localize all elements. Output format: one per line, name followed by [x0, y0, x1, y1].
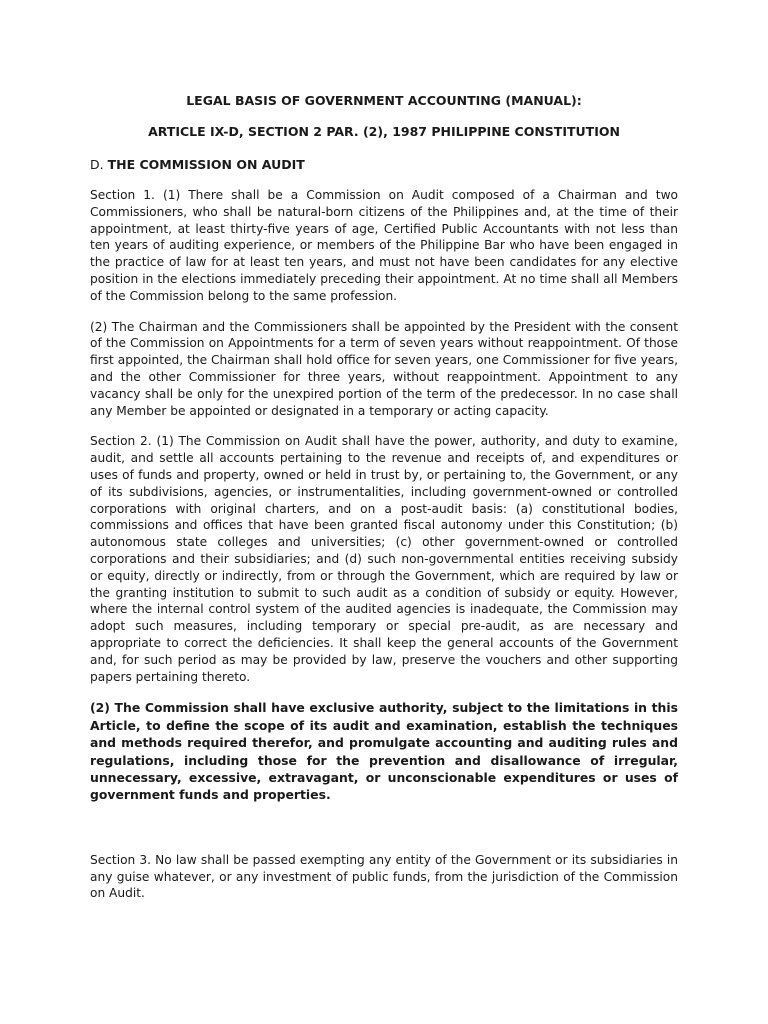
- paragraph-section-1-2: (2) The Chairman and the Commissioners shall be appointed by the President with the consent of the Commission on Appointments for a term of seven years without reappointment. Of those first appointed, the Chairman shall hold office for seven years, one Commissioner for five years, and the other Commissioner for three years, without reappointment. Appointment to any vacancy shall be only for the unexpired portion of the term of the predecessor. In no case shall any Member be appointed or designated in a temporary or acting capacity.: [90, 319, 678, 418]
- section-title: THE COMMISSION ON AUDIT: [107, 157, 305, 172]
- document-title: LEGAL BASIS OF GOVERNMENT ACCOUNTING (MANUAL):: [186, 93, 582, 108]
- paragraph-section-3: Section 3. No law shall be passed exempting any entity of the Government or its subsidiaries in any guise whatever, or any investment of public funds, from the jurisdiction of the Commission on Audit.: [90, 852, 678, 901]
- paragraph-section-1: Section 1. (1) There shall be a Commission on Audit composed of a Chairman and two Commissioners, who shall be natural-born citizens of the Philippines and, at the time of their appointment, at least thirty-five years of age, Certified Public Accountants with not less than ten years of auditing experience, or members of the Philippine Bar who have been engaged in the practice of law for at least ten years, and must not have been candidates for any elective position in the elections immediately preceding their appointment. At no time shall all Members of the Commission belong to the same profession.: [90, 188, 678, 303]
- document-page: [90, 92, 678, 902]
- section-letter: D.: [90, 157, 104, 172]
- document-subtitle: ARTICLE IX-D, SECTION 2 PAR. (2), 1987 PHILIPPINE CONSTITUTION: [148, 124, 620, 139]
- paragraph-section-2: Section 2. (1) The Commission on Audit shall have the power, authority, and duty to examine, audit, and settle all accounts pertaining to the revenue and receipts of, and expenditures or uses of funds and property, owned or held in trust by, or pertaining to, the Government, or any of its subdivisions, agencies, or instrumentalities, including government-owned or controlled corporations with original charters, and on a post-audit basis: (a) constitutional bodies, commissions and offices that have been granted fiscal autonomy under this Constitution; (b) autonomous state colleges and universities; (c) other government-owned or controlled corporations and their subsidiaries; and (d) such non-governmental entities receiving subsidy or equity, directly or indirectly, from or through the Government, which are required by law or the granting institution to submit to such audit as a condition of subsidy or equity. However, where the internal control system of the audited agencies is inadequate, the Commission may adopt such measures, including temporary or special pre-audit, as are necessary and appropriate to correct the deficiencies. It shall keep the general accounts of the Government and, for such period as may be provided by law, preserve the vouchers and other supporting papers pertaining thereto.: [90, 434, 678, 684]
- paragraph-section-2-2: (2) The Commission shall have exclusive authority, subject to the limitations in this Article, to define the scope of its audit and examination, establish the techniques and methods required therefor, and promulgate accounting and auditing rules and regulations, including those for the prevention and disallowance of irregular, unnecessary, excessive, extravagant, or unconscionable expenditures or uses of government funds and properties.: [90, 700, 678, 803]
- section-heading: [90, 156, 678, 173]
